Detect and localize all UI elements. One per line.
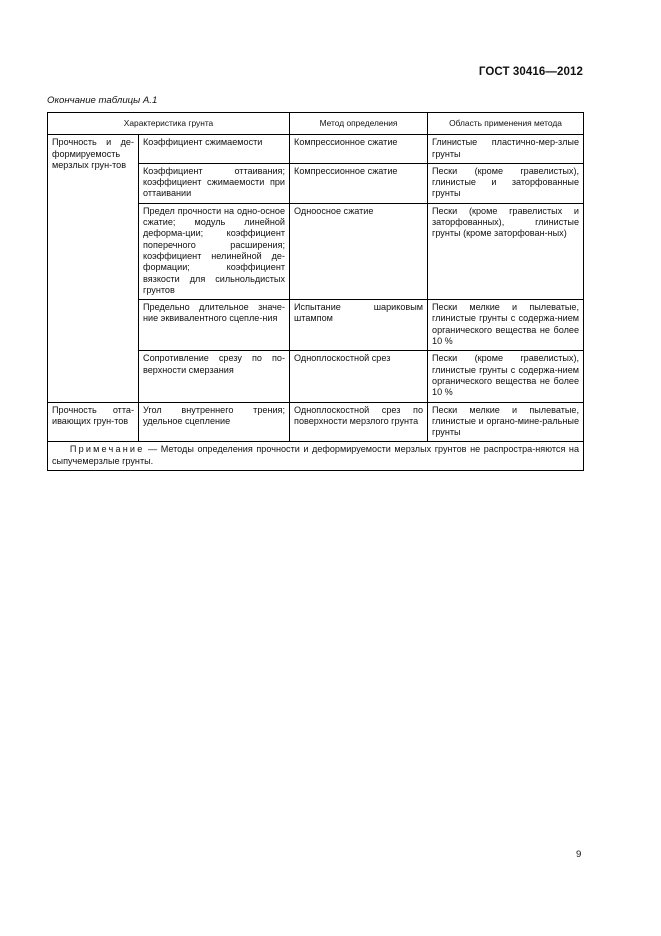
group-label: Прочность отта-ивающих грун-тов — [48, 402, 139, 442]
method-cell: Одноплоскостной срез — [290, 351, 428, 402]
header-scope: Область применения метода — [428, 113, 584, 135]
method-cell: Одноплоскостной срез по поверхности мерзлого грунта — [290, 402, 428, 442]
scope-cell: Пески мелкие и пылеватые, глинистые и органо-мине-ральные грунты — [428, 402, 584, 442]
note-label: Примечание — [69, 444, 145, 455]
table-note — [48, 442, 584, 471]
page-number: 9 — [576, 849, 582, 860]
scope-cell: Пески (кроме гравелистых), глинистые и заторфованные грунты — [428, 163, 584, 203]
scope-cell: Пески мелкие и пылеватые, глинистые грунты с содержа-нием органического вещества не более 10 % — [428, 300, 584, 351]
methods-table — [47, 112, 584, 471]
parameter-cell: Угол внутреннего трения; удельное сцепление — [139, 402, 290, 442]
table-row — [48, 402, 584, 442]
scope-cell: Глинистые пластично-мер-злые грунты — [428, 135, 584, 164]
scope-cell: Пески (кроме гравелистых и заторфованных), глинистые грунты (кроме заторфован-ных) — [428, 203, 584, 299]
table-row — [48, 135, 584, 164]
method-cell: Компрессионное сжатие — [290, 135, 428, 164]
header-method: Метод определения — [290, 113, 428, 135]
method-cell: Одноосное сжатие — [290, 203, 428, 299]
document-code: ГОСТ 30416—2012 — [478, 66, 583, 78]
note-text: — Методы определения прочности и деформируемости мерзлых грунтов не распростра-няются на сыпучемерзлые грунты. — [52, 444, 580, 466]
header-characteristic: Характеристика грунта — [48, 113, 290, 135]
table-note-row — [48, 442, 584, 471]
table-header-row — [48, 113, 584, 135]
group-label: Прочность и де-формируемость мерзлых грун-тов — [48, 135, 139, 402]
scope-cell: Пески (кроме гравелистых), глинистые грунты с содержа-нием органического вещества не более 10 % — [428, 351, 584, 402]
parameter-cell: Предел прочности на одно-осное сжатие; модуль линейной деформа-ции; коэффициент поперечного расширения; коэффициент нелинейной де-формации; коэффициент вязкости для сильнольдистых грунтов — [139, 203, 290, 299]
method-cell: Компрессионное сжатие — [290, 163, 428, 203]
parameter-cell: Коэффициент сжимаемости — [139, 135, 290, 164]
parameter-cell: Сопротивление срезу по по-верхности смерзания — [139, 351, 290, 402]
table-caption: Окончание таблицы А.1 — [47, 95, 158, 106]
parameter-cell: Предельно длительное значе-ние эквивалентного сцепле-ния — [139, 300, 290, 351]
parameter-cell: Коэффициент оттаивания; коэффициент сжимаемости при оттаивании — [139, 163, 290, 203]
method-cell: Испытание шариковым штампом — [290, 300, 428, 351]
